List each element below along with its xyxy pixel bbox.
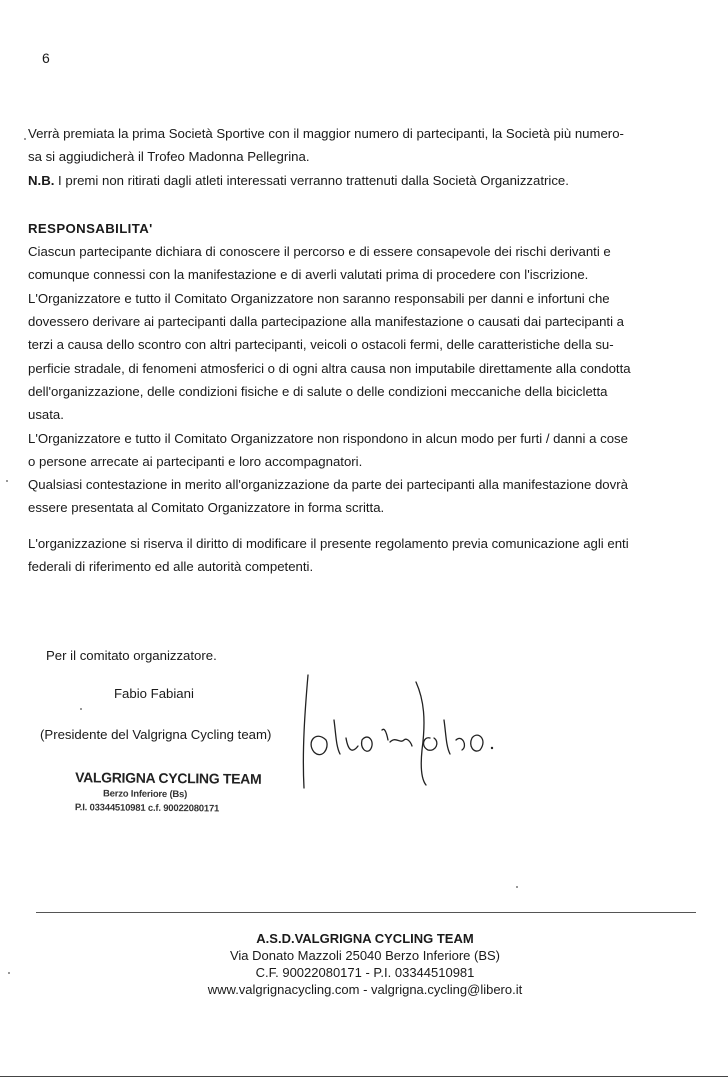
nb-text: I premi non ritirati dagli atleti interessati verranno trattenuti dalla Società Organizzatrice.: [54, 172, 569, 188]
resp-line: terzi a causa dello scontro con altri partecipanti, veicoli o ostacoli fermi, delle caratteristiche della su-: [28, 337, 614, 353]
page-bottom-edge: [0, 1076, 728, 1077]
resp-line: comunque connessi con la manifestazione e di averli valutati prima di procedere con l'iscrizione.: [28, 267, 589, 283]
signer-name: Fabio Fabiani: [114, 686, 194, 701]
signer-role: (Presidente del Valgrigna Cycling team): [40, 727, 272, 742]
resp-line: Qualsiasi contestazione in merito all'organizzazione da parte dei partecipanti alla manifestazione dovrà: [28, 477, 628, 493]
footer-contacts: www.valgrignacycling.com - valgrigna.cycling@libero.it: [207, 982, 523, 997]
resp-line: dell'organizzazione, delle condizioni fisiche e di salute o delle condizioni meccaniche della bicicletta: [28, 383, 608, 399]
prize-line: Verrà premiata la prima Società Sportive con il maggior numero di partecipanti, la Società più numero-: [28, 126, 624, 141]
resp-line: dovessero derivare ai partecipanti dalla partecipazione alla manifestazione o causati dai partecipanti a: [28, 314, 624, 330]
rights-line: federali di riferimento ed alle autorità competenti.: [28, 559, 314, 575]
stamp-line2: Berzo Inferiore (Bs): [102, 788, 188, 801]
stamp-line1: VALGRIGNA CYCLING TEAM: [75, 769, 262, 787]
footer-address: Via Donato Mazzoli 25040 Berzo Inferiore (BS): [229, 948, 500, 963]
resp-line: L'Organizzatore e tutto il Comitato Organizzatore non saranno responsabili per danni e infortuni che: [28, 290, 610, 306]
resp-line: perficie stradale, di fenomeni atmosferici o di ogni altra causa non imputabile direttamente alla condotta: [28, 360, 631, 376]
company-stamp: [75, 769, 262, 815]
resp-line: Ciascun partecipante dichiara di conoscere il percorso e di essere consapevole dei rischi derivanti e: [28, 244, 611, 260]
handwritten-signature: [296, 660, 506, 800]
footer: [140, 930, 590, 998]
for-committee: Per il comitato organizzatore.: [46, 648, 217, 663]
footer-tax-ids: C.F. 90022080171 - P.I. 03344510981: [255, 965, 475, 980]
nb-label: N.B.: [28, 172, 55, 188]
resp-line: o persone arrecate ai partecipanti e loro accompagnatori.: [28, 453, 363, 469]
page-number: 6: [42, 50, 50, 66]
prize-line: sa si aggiudicherà il Trofeo Madonna Pellegrina.: [28, 149, 310, 165]
section-heading: RESPONSABILITA': [28, 220, 153, 236]
prize-section: [28, 122, 700, 578]
resp-line: L'Organizzatore e tutto il Comitato Organizzatore non rispondono in alcun modo per furti / danni a cose: [28, 430, 628, 446]
nb-note: [28, 169, 700, 192]
resp-line: essere presentata al Comitato Organizzatore in forma scritta.: [28, 500, 385, 516]
footer-divider: [36, 912, 696, 913]
stamp-line3: P.I. 03344510981 c.f. 90022080171: [74, 802, 220, 815]
resp-line: usata.: [28, 407, 64, 423]
footer-org-name: A.S.D.VALGRIGNA CYCLING TEAM: [256, 931, 474, 946]
rights-line: L'organizzazione si riserva il diritto di modificare il presente regolamento previa comunicazione agli enti: [28, 535, 629, 551]
